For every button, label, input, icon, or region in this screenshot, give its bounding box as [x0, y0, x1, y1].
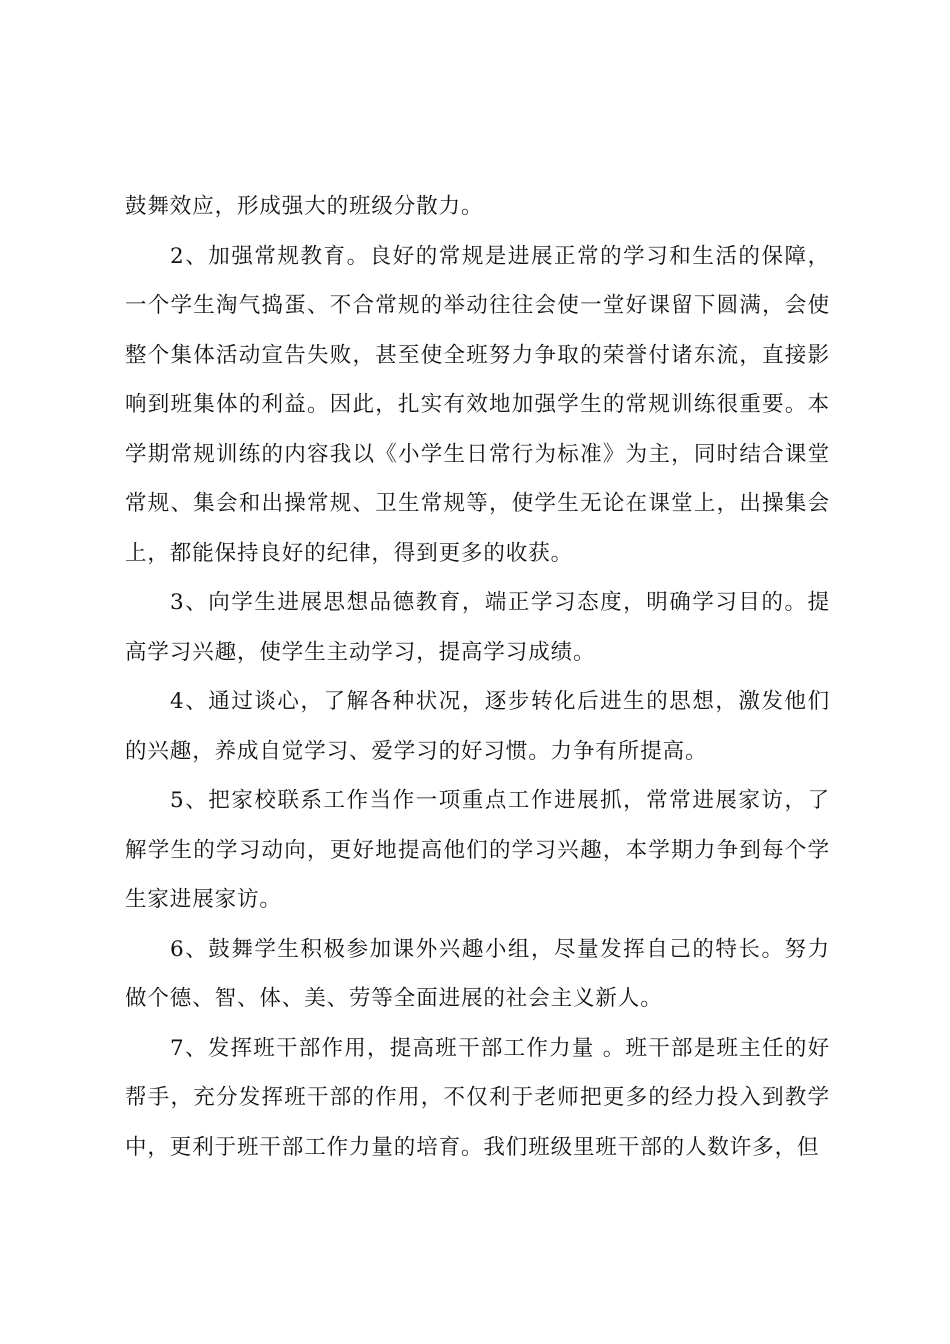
paragraph-item-6: 6、鼓舞学生积极参加课外兴趣小组，尽量发挥自己的特长。努力做个德、智、体、美、劳等全面进展的社会主义新人。	[125, 936, 830, 1011]
paragraph-item-3: 3、向学生进展思想品德教育，端正学习态度，明确学习目的。提高学习兴趣，使学生主动学习，提高学习成绩。	[125, 590, 830, 665]
paragraph-item-7: 7、发挥班干部作用，提高班干部工作力量 。班干部是班主任的好帮手，充分发挥班干部的作用，不仅利于老师把更多的经力投入到教学中，更利于班干部工作力量的培育。我们班级里班干部的人数许多，但	[125, 1035, 830, 1160]
paragraph-item-2: 2、加强常规教育。良好的常规是进展正常的学习和生活的保障，一个学生淘气捣蛋、不合常规的举动往往会使一堂好课留下圆满，会使整个集体活动宣告失败，甚至使全班努力争取的荣誉付诸东流，直接影响到班集体的利益。因此，扎实有效地加强学生的常规训练很重要。本学期常规训练的内容我以《小学生日常行为标准》为主，同时结合课堂常规、集会和出操常规、卫生常规等，使学生无论在课堂上，出操集会上，都能保持良好的纪律，得到更多的收获。	[125, 243, 830, 566]
paragraph-item-5: 5、把家校联系工作当作一项重点工作进展抓，常常进展家访，了解学生的学习动向，更好地提高他们的学习兴趣，本学期力争到每个学生家进展家访。	[125, 788, 830, 912]
document-body	[125, 182, 830, 1172]
paragraph-item-4: 4、通过谈心，了解各种状况，逐步转化后进生的思想，激发他们的兴趣，养成自觉学习、爱学习的好习惯。力争有所提高。	[125, 689, 830, 764]
paragraph-continuation: 鼓舞效应，形成强大的班级分散力。	[125, 194, 484, 219]
